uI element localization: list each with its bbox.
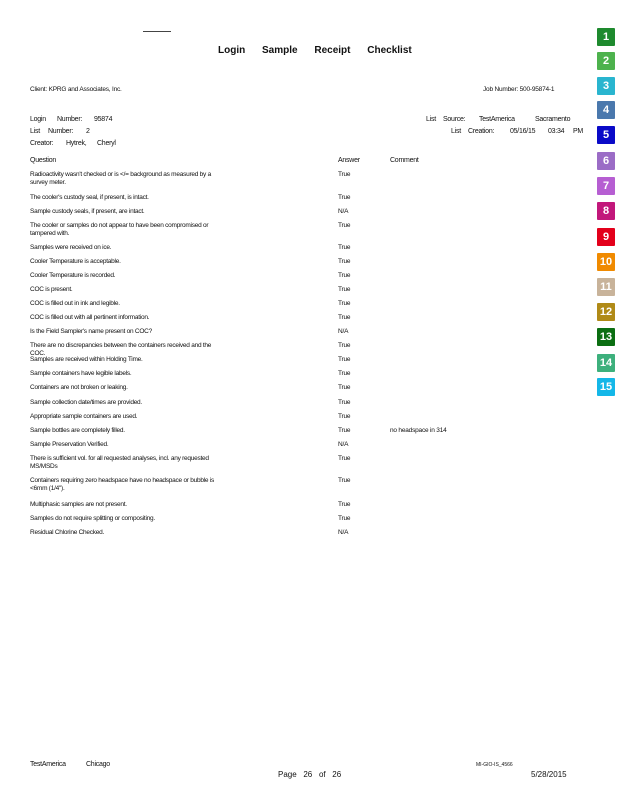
section-tab-11[interactable]: 11 [597,278,615,296]
row-question: Cooler Temperature is recorded. [30,272,116,279]
row-answer: True [338,171,351,178]
row-answer: True [338,194,351,201]
of-label: of [318,770,326,779]
creator-first: Cheryl [97,140,116,147]
list-number: 2 [86,128,90,135]
row-answer: True [338,501,351,508]
row-question: Cooler Temperature is acceptable. [30,258,121,265]
row-question: The cooler or samples do not appear to have been compromised or tampered with. [30,222,209,237]
row-question: Samples do not require splitting or compositing. [30,515,155,522]
creation-ampm: PM [573,128,583,135]
section-tab-15[interactable]: 15 [597,378,615,396]
page-total: 26 [332,770,342,779]
list-source-label: List [426,116,436,123]
row-question: There are no discrepancies between the containers received and the COC. [30,342,212,357]
row-answer: True [338,384,351,391]
row-answer: True [338,356,351,363]
source-city: Sacramento [535,116,571,123]
row-question: Sample containers have legible labels. [30,370,132,377]
section-tab-14[interactable]: 14 [597,354,615,372]
creation-date: 05/16/15 [510,128,536,135]
row-answer: True [338,272,351,279]
section-tab-12[interactable]: 12 [597,303,615,321]
row-question: COC is present. [30,286,73,293]
row-answer: True [338,370,351,377]
section-tab-1[interactable]: 1 [597,28,615,46]
page-indicator [278,770,341,779]
title-word: Login [218,45,246,56]
login-label: Login [30,116,46,123]
row-comment: no headspace in 314 [390,427,447,434]
list-creation-label: List [451,128,461,135]
row-question: COC is filled out with all pertinent information. [30,314,150,321]
title-word: Sample [262,45,298,56]
creation-time: 03:34 [548,128,565,135]
top-mark [143,31,171,32]
row-answer: True [338,413,351,420]
row-answer: True [338,399,351,406]
row-answer: N/A [338,328,349,335]
row-question: Samples are received within Holding Time. [30,356,143,363]
client-name: Client: KPRG and Associates, Inc. [30,86,122,93]
row-question: Multiphasic samples are not present. [30,501,127,508]
row-answer: True [338,222,351,229]
login-number: 95874 [94,116,113,123]
title-word: Receipt [314,45,351,56]
row-answer: True [338,300,351,307]
row-question: COC is filled out in ink and legible. [30,300,120,307]
row-answer: True [338,244,351,251]
source-name: TestAmerica [479,116,515,123]
section-tab-4[interactable]: 4 [597,101,615,119]
row-answer: True [338,515,351,522]
row-question: Radioactivity wasn't checked or is </= background as measured by a survey meter. [30,171,211,186]
question-header: Question [30,157,57,164]
footer-company: TestAmerica [30,761,66,768]
job-number: Job Number: 500-95874-1 [483,86,555,93]
page-number: 26 [303,770,313,779]
row-answer: True [338,455,351,462]
row-question: Sample collection date/times are provided. [30,399,142,406]
page-title [218,45,426,56]
answer-header: Answer [338,157,360,164]
row-question: The cooler's custody seal, if present, is intact. [30,194,149,201]
row-answer: True [338,286,351,293]
row-question: Sample Preservation Verified. [30,441,109,448]
login-number-label: Number: [57,116,83,123]
list-label: List [30,128,40,135]
row-answer: True [338,342,351,349]
footer-city: Chicago [86,761,110,768]
row-question: Containers requiring zero headspace have no headspace or bubble is <6mm (1/4"). [30,477,215,492]
row-question: Sample bottles are completely filled. [30,427,125,434]
page-label: Page [278,770,297,779]
footer-date: 5/28/2015 [531,770,567,779]
form-code: MI-GIO-IS_4566 [476,762,513,768]
row-question: Containers are not broken or leaking. [30,384,128,391]
section-tab-2[interactable]: 2 [597,52,615,70]
title-word: Checklist [367,45,412,56]
row-answer: True [338,427,351,434]
creator-label: Creator: [30,140,54,147]
section-tab-13[interactable]: 13 [597,328,615,346]
list-number-label: Number: [48,128,74,135]
creator-last: Hytrek, [66,140,87,147]
row-question: There is sufficient vol. for all requested analyses, incl. any requested MS/MSDs [30,455,209,470]
row-question: Sample custody seals, if present, are intact. [30,208,145,215]
section-tab-3[interactable]: 3 [597,77,615,95]
section-tab-9[interactable]: 9 [597,228,615,246]
row-question: Is the Field Sampler's name present on COC? [30,328,152,335]
row-answer: True [338,477,351,484]
row-answer: N/A [338,529,349,536]
row-answer: True [338,258,351,265]
section-tab-8[interactable]: 8 [597,202,615,220]
row-question: Appropriate sample containers are used. [30,413,138,420]
row-answer: True [338,314,351,321]
creation-label: Creation: [468,128,495,135]
section-tab-6[interactable]: 6 [597,152,615,170]
row-question: Residual Chlorine Checked. [30,529,105,536]
comment-header: Comment [390,157,419,164]
row-answer: N/A [338,208,349,215]
row-answer: N/A [338,441,349,448]
section-tab-7[interactable]: 7 [597,177,615,195]
source-label: Source: [443,116,466,123]
section-tab-5[interactable]: 5 [597,126,615,144]
row-question: Samples were received on ice. [30,244,112,251]
section-tab-10[interactable]: 10 [597,253,615,271]
